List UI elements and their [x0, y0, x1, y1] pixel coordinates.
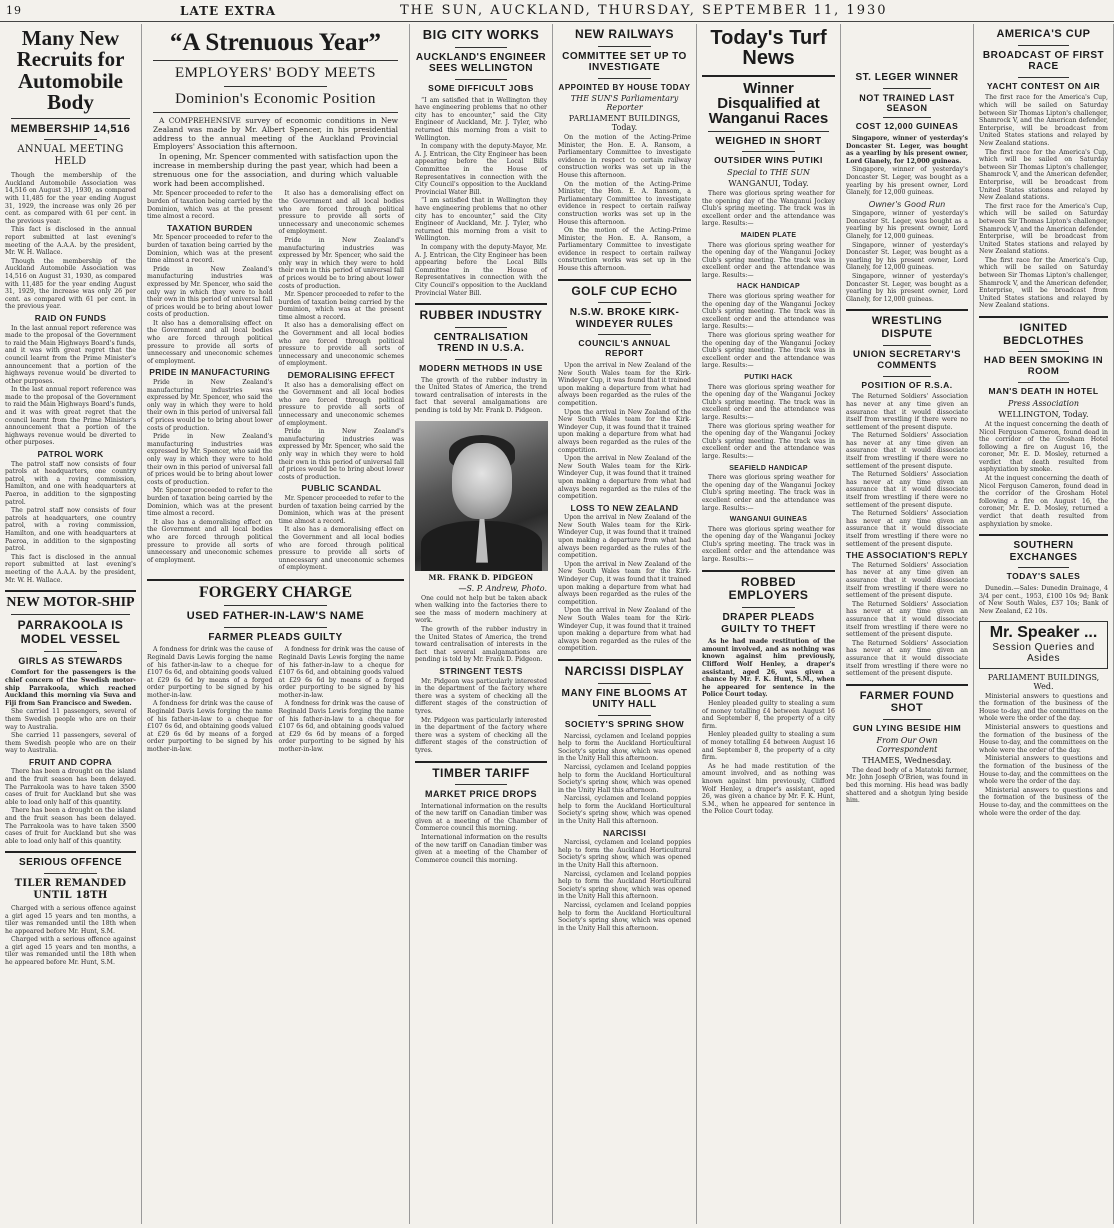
subhead-employers: EMPLOYERS' BODY MEETS	[175, 64, 376, 81]
subhead-engineer: AUCKLAND'S ENGINEER SEES WELLINGTON	[415, 51, 547, 75]
headline-farmer-shot: FARMER FOUND SHOT	[859, 689, 955, 715]
subhead-committee: COMMITTEE SET UP TO INVESTIGATE	[562, 50, 687, 74]
divider	[415, 303, 547, 305]
article-rubber-continued	[415, 595, 547, 755]
paragraph: A fondness for drink was the cause of Reginald Davis Lewis forging the name of his father-in-law to a cheque for £107 6s 6d, and obtaining goods valued at £29 6s 6d by means of a forged order purporting to be signed by his mother-in-law.	[147, 700, 273, 754]
article-st-leger	[846, 135, 968, 303]
paragraph: The dead body of a Matatoki farmer, Mr. John Joseph O'Brien, was found in bed this morning. His head was badly shattered and a shotgun lying beside him.	[846, 766, 968, 805]
paragraph: The Returned Soldiers' Association has never at any time given an assurance that it would dissociate itself from wrestling if there were no settlement of the present dispute.	[846, 432, 968, 470]
paragraph: The growth of the rubber industry in the United States of America, the trend toward centralisation of interests in the fact that several amalgamations are pending is told by Mr. Frank D. Pidgeon.	[415, 376, 547, 415]
paragraph: The patrol staff now consists of four patrols at headquarters, one country patrol, with a roving commission, Hamilton, and one with headquarters at Paeroa, in addition to the signposting patrol.	[5, 507, 136, 553]
subhead-parrakoola: PARRAKOOLA IS MODEL VESSEL	[17, 618, 124, 647]
divider	[455, 359, 508, 360]
subhead-smoking-room: HAD BEEN SMOKING IN ROOM	[983, 355, 1104, 378]
subhead-death-hotel: MAN'S DEATH IN HOTEL	[988, 386, 1099, 397]
page-number: 19	[6, 4, 22, 17]
paragraph: In opening, Mr. Spencer commented with satisfaction upon the increase in membership during the past year, which had been a strenuous one for the association, and during which valuable work had been accomplished.	[153, 152, 398, 188]
paragraph: Upon the arrival in New Zealand of the New South Wales team for the Kirk-Windeyer Cup, it was found that it trained upon making a departure from what had always been regarded as the rules of the competition.	[558, 455, 691, 501]
paragraph: Mr. Pidgeon was particularly interested in the department of the factory where there was a system of checking all the different stages of the construction of tyres.	[415, 716, 547, 754]
divider	[742, 151, 795, 152]
divider	[558, 659, 691, 661]
headline-strenuous-year: “A Strenuous Year”	[169, 29, 382, 56]
paragraph: The Returned Soldiers' Association has never at any time given an assurance that it would dissociate itself from wrestling if there were no settlement of the present dispute.	[846, 510, 968, 548]
race-seafield-handicap: SEAFIELD HANDICAP	[729, 464, 808, 472]
paragraph: At the inquest concerning the death of Nicol Ferguson Cameron, found dead in the corridor of the Grosham Hotel following a fire on August 16, the coroner, Mr. E. D. Mosley, returned a verdict that death resulted from asphyxiation by smoke.	[979, 475, 1108, 528]
divider	[702, 75, 835, 77]
section-loss-to-nz: LOSS TO NEW ZEALAND	[570, 502, 679, 513]
paragraph: Upon the arrival in New Zealand of the New South Wales team for the Kirk-Windeyer Cup, it was found that it trained upon making a departure from what had always been regarded as the rules of the competition.	[558, 607, 691, 653]
headline-wrestling-dispute: WRESTLING DISPUTE	[871, 315, 943, 341]
paragraph: Narcissi, cyclamen and Iceland poppies help to form the Auckland Horticultural Society's spring show, which was opened in the Unity Hall this afternoon.	[558, 795, 691, 826]
paragraph: Comfort for the passengers is the chief concern of the Swedish motor-ship Parrakoola, which reached Auckland this morning via Suva and Fiji from San Francisco and Sweden.	[5, 669, 136, 707]
paragraph: Upon the arrival in New Zealand of the New South Wales team for the Kirk-Windeyer Cup, it was found that it trained upon making a departure from what had always been regarded as the rules of the competition.	[558, 514, 691, 560]
paragraph: Ministerial answers to questions and the formation of the business of the House to-day, and the committees on the whole were the order of the day.	[979, 755, 1108, 786]
divider	[224, 605, 327, 606]
article-column-left	[147, 190, 273, 573]
subhead-outsider: OUTSIDER WINS PUTIKI	[714, 155, 823, 166]
section-owners-run: Owner's Good Run	[868, 198, 946, 209]
article-timber	[415, 803, 547, 865]
paragraph: She carried 11 passengers, several of them Swedish people who are on their way to Australia.	[5, 708, 136, 731]
divider	[224, 627, 327, 628]
paragraph: It also has a demoralising effect on the Government and all local bodies who are forced through political pressure to provide all sorts of unnecessary and uneconomic schemes of employment.	[278, 526, 404, 572]
divider	[415, 761, 547, 763]
headline-narcissi: NARCISSI DISPLAY	[564, 663, 685, 678]
paragraph: The first race for the America's Cup, which will be sailed on Saturday between Sir Thomas Lipton's challenger, Shamrock V, and the American defender, Enterprise, will be broadcast from United States stations and relayed by New Zealand stations.	[979, 202, 1108, 256]
paragraph: It also has a demoralising effect on the Government and all local bodies who are forced through political pressure to provide all sorts of unnecessary and uneconomic schemes of employment.	[278, 322, 404, 368]
headline-rubber-industry: RUBBER INDUSTRY	[419, 308, 543, 323]
paragraph: Ministerial answers to questions and the formation of the business of the House to-day, and the committees on the whole were the order of the day.	[979, 724, 1108, 754]
headline-recruits: Many New Recruits for Automobile Body	[16, 26, 125, 115]
race-maiden-plate: MAIDEN PLATE	[740, 231, 797, 239]
byline-parliament: THE SUN'S Parliamentary Reporter	[570, 93, 679, 112]
article-wrestling	[846, 393, 968, 677]
article-narcissi	[558, 733, 691, 933]
headline-serious-offence: SERIOUS OFFENCE	[18, 857, 123, 869]
article-americas-cup	[979, 94, 1108, 310]
paragraph: In company with the deputy-Mayor, Mr. A. J. Entrican, the City Engineer has been appearing before the Local Bills Committee in the House of Representatives in connection with the City Council's opposition to the Auckland Provincial Water Bill.	[415, 243, 547, 297]
divider	[1018, 382, 1070, 383]
paragraph: Upon the arrival in New Zealand of the New South Wales team for the Kirk-Windeyer Cup, it was found that it trained upon making a departure from what had always been regarded as the rules of the competition.	[558, 560, 691, 606]
divider	[44, 139, 96, 140]
paragraph: A fondness for drink was the cause of Reginald Davis Lewis forging the name of his father-in-law to a cheque for £107 6s 6d, and obtaining goods valued at £29 6s 6d by means of a forged order purporting to be signed by his mother-in-law.	[278, 646, 404, 699]
divider	[224, 86, 327, 87]
paragraph: Charged with a serious offence against a girl aged 15 years and ten months, a tiler was remanded until the 18th when he appeared before Mr. Hunt, S.M.	[5, 936, 136, 967]
paragraph: There was glorious spring weather for the opening day of the Wanganui Jockey Club's spring meeting. The track was in excellent order and the attendance was large. Results:—	[702, 474, 835, 512]
masthead	[0, 0, 1114, 22]
byline-special: Special to THE SUN	[727, 167, 810, 177]
paragraph: Pride in New Zealand's manufacturing industries was expressed by Mr. Spencer, who said the only way in which they were to hold their own in this period of universal fall of prices would be to bring about lower costs of production.	[147, 379, 273, 432]
column-6	[841, 24, 974, 1224]
subhead-membership: MEMBERSHIP 14,516	[10, 122, 131, 135]
dateline-parliament-buildings: PARLIAMENT BUILDINGS, Wed.	[987, 672, 1100, 691]
paragraph: Mr. Spencer proceeded to refer to the burden of taxation being carried by the Dominion, which was at the present time almost a record.	[147, 190, 273, 221]
section-public-scandal: PUBLIC SCANDAL	[301, 483, 382, 494]
paragraph: Singapore, winner of yesterday's Doncaster St. Leger, was bought as a yearling by his present owner, Lord Glanely, for 12,000 guineas.	[846, 210, 968, 241]
paragraph: Mr. Spencer proceeded to refer to the burden of taxation being carried by the Dominion, which was at the present time almost a record.	[147, 487, 273, 518]
paragraph: On the motion of the Acting-Prime Minister, the Hon. E. A. Ransom, a Parliamentary Committee to investigate evidence in respect to certain railway construction works was set up in the House this afternoon.	[558, 180, 691, 226]
subhead-girls-stewards: GIRLS AS STEWARDS	[18, 656, 123, 666]
divider	[11, 118, 130, 119]
mr-speaker-box	[979, 621, 1108, 668]
paragraph: Though the membership of the Auckland Automobile Association was 14,516 on August 31, 1930, as compared with 11,485 for the year ending August 31, 1929, the increase was only 26 per cent. as compared with 61 per cent. in the previous year.	[5, 257, 136, 311]
paragraph: She carried 11 passengers, several of them Swedish people who are on their way to Australia.	[5, 732, 136, 755]
paragraph: The growth of the rubber industry in the United States of America, the trend toward centralisation of interests in the fact that several amalgamations are pending is told by Mr. Frank D. Pidgeon.	[415, 626, 547, 664]
dateline-wellington: WELLINGTON, Today.	[998, 409, 1089, 419]
headline-new-railways: NEW RAILWAYS	[575, 27, 674, 41]
race-putiki-hack: PUTIKI HACK	[744, 374, 793, 381]
subhead-annual-report: COUNCIL'S ANNUAL REPORT	[578, 338, 671, 359]
paragraph: Though the membership of the Auckland Automobile Association was 14,516 on August 31, 1930, as compared with 11,485 for the year ending August 31, 1929, the increase was only 26 per cent. as compared with 61 per cent. in the previous year.	[5, 172, 136, 225]
divider	[147, 579, 404, 581]
paragraph: There was glorious spring weather for the opening day of the Wanganui Jockey Club's spring meeting. The track was in excellent order and the attendance was large. Results:—	[702, 241, 835, 279]
subhead-draper-guilty: DRAPER PLEADS GUILTY TO THEFT	[721, 612, 816, 635]
section-fruit-copra: FRUIT AND COPRA	[28, 756, 113, 767]
article-column-right	[279, 190, 405, 573]
headline-motor-ship: NEW MOTOR-SHIP	[6, 595, 135, 611]
paragraph: Mr. Pidgeon was particularly interested in the department of the factory where there was a system of checking all the different stages of the construction of tyres.	[415, 677, 547, 715]
paragraph: Ministerial answers to questions and the formation of the business of the House to-day, and the committees on the whole were the order of the day.	[979, 692, 1108, 723]
paragraph: As he had made restitution of the amount involved, and as nothing was known against him previously, Clifford Wolf Henley, a draper's assistant, aged 26, was given a chance by Mr. F. K. Hunt, S.M., when he appeared for sentence in the Police Court today.	[702, 638, 835, 699]
paragraph: International information on the results of the new tariff on Canadian timber was given at a meeting of the Chamber of Commerce council this morning.	[415, 802, 547, 833]
subhead-farmer-guilty: FARMER PLEADS GUILTY	[208, 631, 343, 643]
subhead-cost-guineas: COST 12,000 GUINEAS	[855, 121, 959, 132]
photo-credit: —S. P. Andrew, Photo.	[458, 583, 547, 593]
section-demoralising: DEMORALISING EFFECT	[287, 370, 395, 381]
race-hack-handicap: HACK HANDICAP	[736, 283, 800, 291]
paragraph: In the last annual report reference was made to the proposal of the Government to raid the Main Highways Board's funds, and it was with great regret that the council learnt from the Prime Minister's announcement that a portion of the highways revenue would be diverted to other purposes.	[5, 386, 136, 447]
paragraph: This fact is disclosed in the annual report submitted at last evening's meeting of the A.A.A. by the president, Mr. W. H. Wallace.	[5, 226, 136, 257]
subhead-modern-methods: MODERN METHODS IN USE	[419, 362, 543, 373]
headline-big-city-works: BIG CITY WORKS	[422, 27, 540, 42]
byline-press-association: Press Association	[1007, 398, 1080, 408]
headline-robbed-employers: ROBBED EMPLOYERS	[728, 574, 809, 603]
subhead-union-secretary: UNION SECRETARY'S COMMENTS	[853, 348, 961, 371]
paragraph: On the motion of the Acting-Prime Minister, the Hon. E. A. Ransom, a Parliamentary Committee to investigate evidence in respect to certain railway construction works was set up in the House this afternoon.	[558, 227, 691, 273]
subhead-annual-meeting: ANNUAL MEETING HELD	[17, 144, 124, 168]
article-motor-ship	[5, 669, 136, 845]
column-2	[142, 24, 410, 1224]
article-column-left	[147, 646, 273, 754]
subhead-rsa-position: POSITION OF R.S.A.	[861, 379, 953, 390]
paragraph: It also has a demoralising effect on the Government and all local bodies who are forced through political pressure to provide all sorts of unnecessary and uneconomic schemes of employment.	[147, 518, 273, 564]
article-robbed	[702, 638, 835, 816]
divider	[455, 47, 508, 48]
paragraph: There was glorious spring weather for the opening day of the Wanganui Jockey Club's spring meeting. The track was in excellent order and the attendance was large. Results:—	[702, 422, 835, 460]
subhead-difficult-jobs: SOME DIFFICULT JOBS	[428, 82, 534, 93]
paragraph: Narcissi, cyclamen and Iceland poppies help to form the Auckland Horticultural Society's spring show, which was opened in the Unity Hall this afternoon.	[558, 870, 691, 901]
article-bedclothes	[979, 421, 1108, 528]
photo-caption: MR. FRANK D. PIDGEON	[428, 572, 534, 582]
paragraph: Narcissi, cyclamen and Iceland poppies help to form the Auckland Horticultural Society's spring show, which was opened in the Unity Hall this afternoon.	[558, 732, 691, 763]
column-7	[974, 24, 1114, 1224]
paragraph: International information on the results of the new tariff on Canadian timber was given at a meeting of the Chamber of Commerce council this morning.	[415, 834, 547, 864]
divider	[598, 302, 651, 303]
paragraph: The Returned Soldiers' Association has never at any time given an assurance that it would dissociate itself from wrestling if there were no settlement of the present dispute.	[846, 393, 968, 431]
headline-timber-tariff: TIMBER TARIFF	[432, 765, 530, 780]
section-patrol-work: PATROL WORK	[37, 449, 104, 460]
divider	[455, 784, 508, 785]
article-exchanges	[979, 585, 1108, 615]
paragraph: The Returned Soldiers' Association has never at any time given an assurance that it would dissociate itself from wrestling if there were no settlement of the present dispute.	[846, 471, 968, 509]
divider	[1018, 45, 1070, 46]
paragraph: There was glorious spring weather for the opening day of the Wanganui Jockey Club's spring meeting. The track was in excellent order and the attendance was large. Results:—	[702, 293, 835, 331]
article-serious-offence	[5, 905, 136, 967]
byline-correspondent: From Our Own Correspondent	[876, 735, 938, 754]
subhead-todays-sales: TODAY'S SALES	[1006, 571, 1081, 582]
paragraph: The Returned Soldiers' Association has never at any time given an assurance that it would dissociate itself from wrestling if there were no settlement of the present dispute.	[846, 639, 968, 678]
section-raid-on-funds: RAID ON FUNDS	[34, 312, 107, 323]
paragraph: The first race for the America's Cup, which will be sailed on Saturday between Sir Thomas Lipton's challenger, Shamrock V, and the American defender, Enterprise, will be broadcast from United States stations and relayed by New Zealand stations.	[979, 256, 1108, 310]
paragraph: There was glorious spring weather for the opening day of the Wanganui Jockey Club's spring meeting. The track was in excellent order and the attendance was large. Results:—	[702, 383, 835, 421]
divider	[846, 684, 968, 686]
headline-golf-cup: GOLF CUP ECHO	[571, 283, 678, 298]
paragraph: In company with the deputy-Mayor, Mr. A. J. Entrican, the City Engineer has been appearing before the Local Bills Committee in the House of Representatives in connection with the City Council's opposition to the Auckland Provincial Water Bill.	[415, 143, 547, 196]
subhead-session-queries: Session Queries and Asides	[992, 641, 1095, 665]
paragraph: The first race for the America's Cup, which will be sailed on Saturday between Sir Thomas Lipton's challenger, Shamrock V, and the American defender, Enterprise, will be broadcast from United States stations and relayed by New Zealand stations.	[979, 94, 1108, 147]
paragraph: Mr. Spencer proceeded to refer to the burden of taxation being carried by the Dominion, which was at the present time almost a record.	[147, 234, 273, 265]
divider	[883, 376, 932, 377]
article-strenuous-columns	[147, 190, 404, 573]
headline-americas-cup: AMERICA'S CUP	[996, 28, 1091, 40]
paragraph: The Returned Soldiers' Association has never at any time given an assurance that it would dissociate itself from wrestling if there were no settlement of the present dispute.	[846, 600, 968, 639]
divider	[598, 334, 651, 335]
divider	[979, 534, 1108, 536]
paragraph: Singapore, winner of yesterday's Doncaster St. Leger, was bought as a yearling by his present owner, Lord Glanely, for 12,000 guineas.	[846, 273, 968, 303]
paragraph: On the motion of the Acting-Prime Minister, the Hon. E. A. Ransom, a Parliamentary Committee to investigate evidence in respect to certain railway construction works was set up in the House this afternoon.	[558, 133, 691, 179]
divider	[742, 607, 795, 608]
paragraph: Henley pleaded guilty to stealing a sum of money totalling £4 between August 16 and September 8, the property of a city firm.	[702, 731, 835, 762]
divider	[598, 715, 651, 716]
paragraph: There has been a drought on the island and the fruit season has been delayed. The Parrakoola was to have taken 3500 cases of fruit for Auckland but she was able to load only half of this quantity.	[5, 768, 136, 806]
subhead-broadcast: BROADCAST OF FIRST RACE	[982, 49, 1105, 73]
paragraph: Mr. Spencer proceeded to refer to the burden of taxation being carried by the Dominion, which was at the present time almost a record.	[278, 291, 404, 321]
dateline-parliament: PARLIAMENT BUILDINGS, Today.	[568, 113, 681, 132]
divider	[1018, 351, 1070, 352]
subhead-gun-beside: GUN LYING BESIDE HIM	[852, 722, 962, 733]
paragraph: The first race for the America's Cup, which will be sailed on Saturday between Sir Thomas Lipton's challenger, Shamrock V, and the American defender, Enterprise, will be broadcast from United States stations and relayed by New Zealand stations.	[979, 148, 1108, 202]
divider	[883, 345, 932, 346]
section-stringent-tests: STRINGENT TESTS	[439, 666, 523, 677]
paragraph: A COMPREHENSIVE survey of economic conditions in New Zealand was made by Mr. Albert Spencer, in his presidential address to the annual meeting of the Auckland Provincial Employers' Association this afternoon.	[153, 116, 398, 152]
race-wanganui-guineas: WANGANUI GUINEAS	[729, 516, 808, 524]
divider	[702, 570, 835, 572]
section-taxation: TAXATION BURDEN	[167, 222, 253, 233]
article-lead	[153, 117, 398, 188]
article-rubber	[415, 377, 547, 415]
paragraph: Dunedin.—Sales: Dunedin Drainage, 4 3/4 per cent., 1953, £100 10s 9d; Bank of New South Wales, £37 10s; Bank of New Zealand, £2 10s.	[979, 585, 1108, 615]
headline-southern-exchanges: SOUTHERN EXCHANGES	[1009, 540, 1078, 563]
section-pride: PRIDE IN MANUFACTURING	[149, 367, 271, 378]
article-golf	[558, 362, 691, 653]
paragraph: The patrol staff now consists of four patrols at headquarters, one country patrol, with a roving commission, Hamilton, and one with headquarters at Paeroa, in addition to the signposting patrol.	[5, 460, 136, 506]
article-mr-speaker	[979, 693, 1108, 818]
paragraph: Ministerial answers to questions and the formation of the business of the House to-day, and the committees on the whole were the order of the day.	[979, 786, 1108, 817]
paragraph: Pride in New Zealand's manufacturing industries was expressed by Mr. Spencer, who said the only way in which they were to hold their own in this period of universal fall of prices would be to bring about lower costs of production.	[147, 265, 273, 319]
divider	[11, 614, 130, 615]
paragraph: There was glorious spring weather for the opening day of the Wanganui Jockey Club's spring meeting. The track was in excellent order and the attendance was large. Results:—	[702, 525, 835, 564]
paragraph: It also has a demoralising effect on the Government and all local bodies who are forced through political pressure to provide all sorts of unnecessary and uneconomic schemes of employment.	[147, 319, 273, 365]
paragraph: Mr. Spencer proceeded to refer to the burden of taxation being carried by the Dominion, which was at the present time almost a record.	[278, 494, 404, 525]
subhead-weighed-short: WEIGHED IN SHORT	[715, 135, 822, 147]
subhead-economic-position: Dominion's Economic Position	[175, 90, 376, 107]
dateline-thames: THAMES, Wednesday.	[862, 755, 952, 765]
divider	[153, 112, 398, 113]
headline-st-leger: ST. LEGER WINNER	[855, 72, 959, 83]
divider	[883, 117, 932, 118]
paragraph: Singapore, winner of yesterday's Doncaster St. Leger, was bought as a yearling by his present owner, Lord Glanely, for 12,000 guineas.	[846, 134, 968, 165]
paragraph: As he had made restitution of the amount involved, and as nothing was known against him previously, Clifford Wolf Henley, a draper's assistant, aged 26, was given a chance by Mr. F. K. Hunt, S.M., when he appeared for sentence in the Police Court today.	[702, 762, 835, 816]
divider	[598, 78, 651, 79]
section-narcissi: NARCISSI	[602, 827, 646, 838]
headline-winner-disqualified: Winner Disqualified at Wanganui Races	[708, 79, 829, 128]
article-recruits	[5, 172, 136, 584]
paragraph: The Returned Soldiers' Association has never at any time given an assurance that it would dissociate itself from wrestling if there were no settlement of the present dispute.	[846, 561, 968, 600]
paragraph: Pride in New Zealand's manufacturing industries was expressed by Mr. Spencer, who said the only way in which they were to hold their own in this period of universal fall of prices would be to bring about lower costs of production.	[278, 236, 404, 290]
paragraph: Pride in New Zealand's manufacturing industries was expressed by Mr. Spencer, who said the only way in which they were to hold their own in this period of universal fall of prices would be to bring about lower costs of production.	[147, 433, 273, 486]
section-association-reply: THE ASSOCIATION'S REPLY	[846, 550, 968, 561]
paragraph: Singapore, winner of yesterday's Doncaster St. Leger, was bought as a yearling by his present owner, Lord Glanely, for 12,000 guineas.	[846, 166, 968, 197]
banner-turf-news: Today's Turf News	[710, 27, 827, 70]
paragraph: One could not help but be taken aback when walking into the factories there to see the mass of modern machinery at work.	[415, 594, 547, 625]
subhead-appointed: APPOINTED BY HOUSE TODAY	[558, 82, 691, 92]
headline-ignited-bedclothes: IGNITED BEDCLOTHES	[1003, 322, 1084, 347]
article-column-right	[279, 646, 405, 754]
divider	[883, 719, 932, 720]
divider	[455, 79, 508, 80]
divider	[44, 873, 96, 874]
paragraph: There has been a drought on the island and the fruit season has been delayed. The Parrakoola was to have taken 3500 cases of fruit for Auckland but she was able to load only half of this quantity.	[5, 807, 136, 845]
paragraph: Narcissi, cyclamen and Iceland poppies help to form the Auckland Horticultural Society's spring show, which was opened in the Unity Hall this afternoon.	[558, 839, 691, 870]
divider	[1018, 77, 1070, 78]
article-big-city	[415, 97, 547, 297]
subhead-market-price: MARKET PRICE DROPS	[424, 789, 537, 800]
paragraph: Henley pleaded guilty to stealing a sum of money totalling £4 between August 16 and September 8, the property of a city firm.	[702, 700, 835, 730]
subhead-father-in-law: USED FATHER-IN-LAW'S NAME	[186, 610, 365, 623]
edition-label: LATE EXTRA	[180, 4, 277, 18]
divider	[558, 279, 691, 281]
subhead-spring-show: SOCIETY'S SPRING SHOW	[564, 718, 685, 729]
paragraph: It also has a demoralising effect on the Government and all local bodies who are forced through political pressure to provide all sorts of unnecessary and uneconomic schemes of employment.	[278, 381, 404, 427]
paragraph: Pride in New Zealand's manufacturing industries was expressed by Mr. Spencer, who said the only way in which they were to hold their own in this period of universal fall of prices would be to bring about lower costs of production.	[278, 428, 404, 481]
divider	[846, 309, 968, 311]
paragraph: Narcissi, cyclamen and Iceland poppies help to form the Auckland Horticultural Society's spring show, which was opened in the Unity Hall this afternoon.	[558, 902, 691, 932]
article-wanganui	[702, 190, 835, 564]
headline-forgery: FORGERY CHARGE	[198, 583, 353, 601]
column-3	[410, 24, 553, 1224]
divider	[1018, 567, 1070, 568]
dateline-wanganui: WANGANUI, Today.	[728, 178, 809, 188]
paragraph: Charged with a serious offence against a girl aged 15 years and ten months, a tiler was remanded until the 18th when he appeared before Mr. Hunt, S.M.	[5, 904, 136, 935]
paragraph: “I am satisfied that in Wellington they have engineering problems that no other city has to encounter,” said the City Engineer of Auckland, Mr. J. Tyler, who returned this morning from a visit to Wellington.	[415, 96, 547, 142]
paragraph: At the inquest concerning the death of Nicol Ferguson Cameron, found dead in the corridor of the Grosham Hotel following a fire on August 16, the coroner, Mr. E. D. Mosley, returned a verdict that death resulted from asphyxiation by smoke.	[979, 420, 1108, 474]
paragraph: A fondness for drink was the cause of Reginald Davis Lewis forging the name of his father-in-law to a cheque for £107 6s 6d, and obtaining goods valued at £29 6s 6d by means of a forged order purporting to be signed by his mother-in-law.	[278, 700, 404, 754]
divider	[883, 88, 932, 89]
divider	[598, 683, 651, 684]
article-forgery-columns	[147, 646, 404, 754]
divider	[44, 651, 96, 652]
banner-mr-speaker: Mr. Speaker ...	[989, 624, 1098, 642]
paragraph: There was glorious spring weather for the opening day of the Wanganui Jockey Club's spring meeting. The track was in excellent order and the attendance was large. Results:—	[702, 189, 835, 228]
subhead-tiler: TILER REMANDED UNTIL 18TH	[14, 877, 127, 901]
divider	[598, 46, 651, 47]
divider	[5, 590, 136, 592]
column-1	[0, 24, 142, 1224]
subhead-nsw-broke-rules: N.S.W. BROKE KIRK-WINDEYER RULES	[569, 307, 680, 330]
portrait-photo	[415, 421, 548, 571]
divider	[5, 851, 136, 853]
paragraph: Upon the arrival in New Zealand of the New South Wales team for the Kirk-Windeyer Cup, it was found that it trained upon making a departure from what had always been regarded as the rules of the competition.	[558, 362, 691, 407]
paragraph: This fact is disclosed in the annual report submitted at last evening's meeting of the A.A.A. by the president, Mr. W. H. Wallace.	[5, 553, 136, 584]
article-railways	[558, 134, 691, 273]
column-4	[553, 24, 697, 1224]
column-5	[697, 24, 841, 1224]
divider	[708, 131, 829, 132]
paragraph: A fondness for drink was the cause of Reginald Davis Lewis forging the name of his father-in-law to a cheque for £107 6s 6d, and obtaining goods valued at £29 6s 6d by means of a forged order purporting to be signed by his mother-in-law.	[147, 646, 273, 699]
paragraph: “I am satisfied that in Wellington they have engineering problems that no other city has to encounter,” said the City Engineer of Auckland, Mr. J. Tyler, who returned this morning from a visit to Wellington.	[415, 197, 547, 243]
subhead-not-trained: NOT TRAINED LAST SEASON	[859, 92, 955, 113]
newspaper-title: THE SUN, AUCKLAND, THURSDAY, SEPTEMBER 11, 1930	[400, 3, 888, 18]
paragraph: Narcissi, cyclamen and Iceland poppies help to form the Auckland Horticultural Society's spring show, which was opened in the Unity Hall this afternoon.	[558, 763, 691, 794]
subhead-fine-blooms: MANY FINE BLOOMS AT UNITY HALL	[561, 687, 688, 711]
paragraph: In the last annual report reference was made to the proposal of the Government to raid the Main Highways Board's funds, and it was with great regret that the council learnt from the Prime Minister's announcement that a portion of the highways revenue would be diverted to other purposes.	[5, 324, 136, 385]
divider	[979, 316, 1108, 318]
article-farmer	[846, 767, 968, 805]
subhead-yacht-contest: YACHT CONTEST ON AIR	[986, 80, 1101, 91]
paragraph: There was glorious spring weather for the opening day of the Wanganui Jockey Club's spring meeting. The track was in excellent order and the attendance was large. Results:—	[702, 332, 835, 370]
paragraph: It also has a demoralising effect on the Government and all local bodies who are forced through political pressure to provide all sorts of unnecessary and uneconomic schemes of employment.	[278, 190, 404, 236]
divider	[153, 60, 398, 61]
paragraph: Singapore, winner of yesterday's Doncaster St. Leger, was bought as a yearling by his present owner, Lord Glanely, for 12,000 guineas.	[846, 241, 968, 272]
divider	[455, 327, 508, 328]
paragraph: Upon the arrival in New Zealand of the New South Wales team for the Kirk-Windeyer Cup, it was found that it trained upon making a departure from what had always been regarded as the rules of the competition.	[558, 408, 691, 454]
subhead-centralisation: CENTRALISATION TREND IN U.S.A.	[433, 331, 529, 355]
